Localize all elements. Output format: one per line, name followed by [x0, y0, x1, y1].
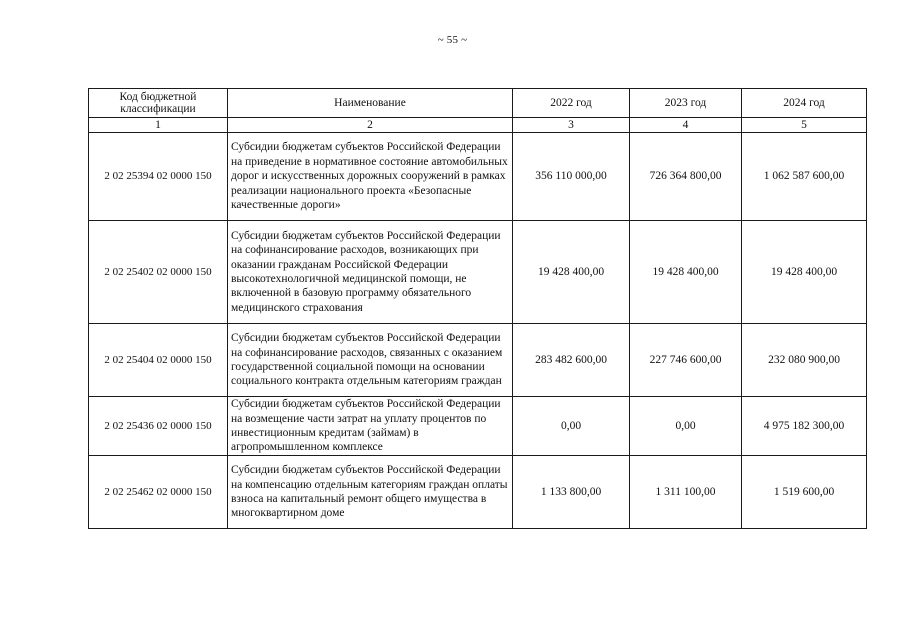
- item-name-cell: Субсидии бюджетам субъектов Российской Федерации на компенсацию отдельным категориям граждан оплаты взноса на капитальный ремонт общего имущества в многоквартирном доме: [228, 456, 513, 529]
- page-number: ~ 55 ~: [437, 34, 468, 46]
- budget-code-cell: 2 02 25436 02 0000 150: [89, 397, 228, 456]
- budget-code-cell: 2 02 25404 02 0000 150: [89, 324, 228, 397]
- amount-2024-cell: 19 428 400,00: [742, 221, 867, 324]
- column-number: 2: [228, 118, 513, 133]
- amount-2024-cell: 4 975 182 300,00: [742, 397, 867, 456]
- amount-2022-cell: 356 110 000,00: [513, 133, 630, 221]
- header-2022: 2022 год: [513, 89, 630, 118]
- amount-2023-cell: 19 428 400,00: [630, 221, 742, 324]
- header-row: [89, 89, 867, 118]
- table-row: [89, 456, 867, 529]
- item-name-cell: Субсидии бюджетам субъектов Российской Федерации на приведение в нормативное состояние автомобильных дорог и искусственных дорожных сооружений в рамках реализации национального проекта «Безопасные качественные дороги»: [228, 133, 513, 221]
- amount-2022-cell: 19 428 400,00: [513, 221, 630, 324]
- column-number: 3: [513, 118, 630, 133]
- budget-code-cell: 2 02 25402 02 0000 150: [89, 221, 228, 324]
- amount-2024-cell: 232 080 900,00: [742, 324, 867, 397]
- amount-2023-cell: 726 364 800,00: [630, 133, 742, 221]
- item-name-cell: Субсидии бюджетам субъектов Российской Федерации на софинансирование расходов, возникающих при оказании гражданам Российской Федерации высокотехнологичной медицинской помощи, не включенной в базовую программу обязательного медицинского страхования: [228, 221, 513, 324]
- header-name: Наименование: [228, 89, 513, 118]
- table-row: [89, 221, 867, 324]
- amount-2023-cell: 227 746 600,00: [630, 324, 742, 397]
- column-number: 4: [630, 118, 742, 133]
- table-row: [89, 324, 867, 397]
- table-row: [89, 397, 867, 456]
- column-number-row: [89, 118, 867, 133]
- column-number: 1: [89, 118, 228, 133]
- header-code: Код бюджетной классификации: [89, 89, 228, 118]
- header-2023: 2023 год: [630, 89, 742, 118]
- amount-2024-cell: 1 519 600,00: [742, 456, 867, 529]
- item-name-cell: Субсидии бюджетам субъектов Российской Федерации на софинансирование расходов, связанных с оказанием государственной социальной помощи на основании социального контракта отдельным категориям граждан: [228, 324, 513, 397]
- table-row: [89, 133, 867, 221]
- budget-code-cell: 2 02 25394 02 0000 150: [89, 133, 228, 221]
- amount-2024-cell: 1 062 587 600,00: [742, 133, 867, 221]
- item-name-cell: Субсидии бюджетам субъектов Российской Федерации на возмещение части затрат на уплату процентов по инвестиционным кредитам (займам) в агропромышленном комплексе: [228, 397, 513, 456]
- header-2024: 2024 год: [742, 89, 867, 118]
- amount-2023-cell: 1 311 100,00: [630, 456, 742, 529]
- amount-2022-cell: 1 133 800,00: [513, 456, 630, 529]
- budget-table: [88, 88, 867, 529]
- column-number: 5: [742, 118, 867, 133]
- amount-2023-cell: 0,00: [630, 397, 742, 456]
- amount-2022-cell: 283 482 600,00: [513, 324, 630, 397]
- amount-2022-cell: 0,00: [513, 397, 630, 456]
- budget-code-cell: 2 02 25462 02 0000 150: [89, 456, 228, 529]
